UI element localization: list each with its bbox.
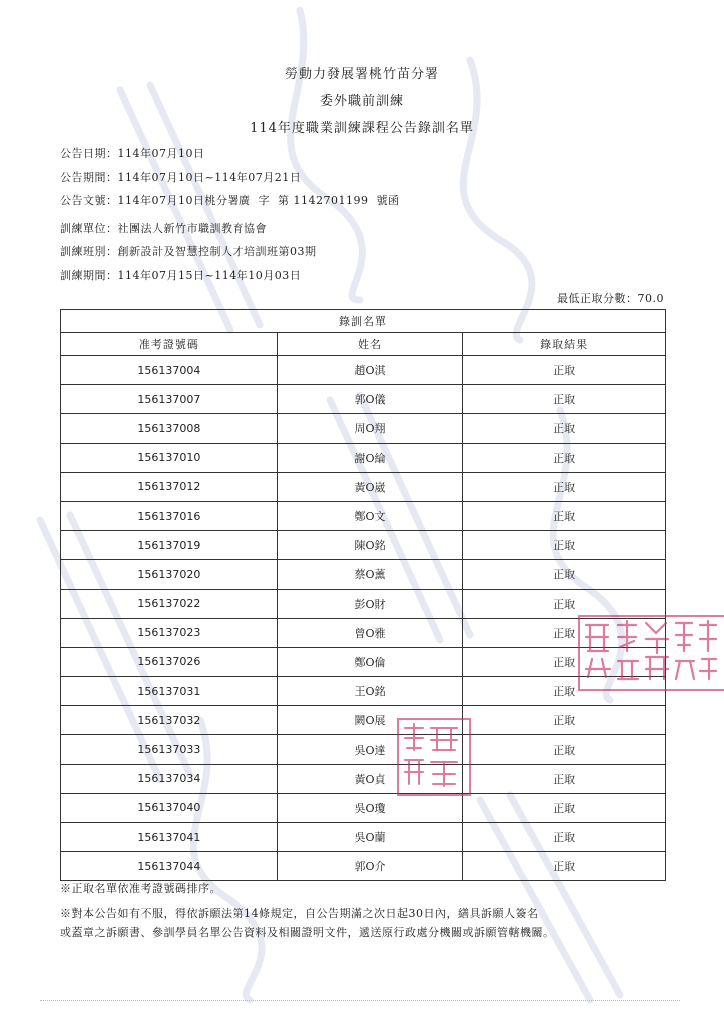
meta-training-period — [60, 267, 301, 283]
table-row — [61, 385, 666, 414]
name-cell: 吳O蘭 — [277, 823, 463, 852]
result-cell: 正取 — [463, 531, 666, 560]
exam-number-cell: 156137026 — [61, 647, 278, 676]
name-cell: 蔡O薰 — [277, 560, 463, 589]
result-cell: 正取 — [463, 793, 666, 822]
exam-number-cell: 156137044 — [61, 852, 278, 881]
table-row — [61, 793, 666, 822]
document-title: 114年度職業訓練課程公告錄訓名單 — [250, 121, 474, 136]
name-cell: 謝O綸 — [277, 443, 463, 472]
meta-training-unit — [60, 220, 267, 236]
program-title: 委外職前訓練 — [319, 94, 404, 109]
name-cell: 趙O淇 — [277, 356, 463, 385]
table-row — [61, 618, 666, 647]
meta-label: 公告文號： — [60, 194, 118, 207]
meta-value: 114年07月10日桃分署廣 字 第 1142701199 號函 — [117, 194, 400, 207]
exam-number-cell: 156137032 — [61, 706, 278, 735]
meta-training-class — [60, 243, 317, 259]
note-sort-order: ※正取名單依准考證號碼排序。 — [60, 882, 221, 895]
name-cell: 周O翔 — [277, 414, 463, 443]
name-cell: 郭O儀 — [277, 385, 463, 414]
exam-number-cell: 156137007 — [61, 385, 278, 414]
table-row — [61, 764, 666, 793]
roster-table — [60, 309, 666, 881]
column-header-result: 錄取結果 — [463, 333, 666, 356]
exam-number-cell: 156137019 — [61, 531, 278, 560]
meta-value: 114年07月10日~114年07月21日 — [117, 171, 302, 184]
official-seal-stamp — [578, 615, 724, 691]
agency-title: 勞動力發展署桃竹苗分署 — [284, 67, 439, 82]
table-row — [61, 647, 666, 676]
name-cell: 曾O雅 — [277, 618, 463, 647]
result-cell: 正取 — [463, 647, 666, 676]
result-cell: 正取 — [463, 414, 666, 443]
result-cell: 正取 — [463, 501, 666, 530]
table-row — [61, 531, 666, 560]
meta-value: 社團法人新竹市職訓教育協會 — [117, 222, 267, 235]
name-cell: 吳O達 — [277, 735, 463, 764]
meta-value: 114年07月10日 — [117, 147, 205, 160]
column-header-exam-number: 准考證號碼 — [61, 333, 278, 356]
meta-label: 公告期間： — [60, 171, 118, 184]
result-cell: 正取 — [463, 618, 666, 647]
meta-announce-period — [60, 169, 301, 185]
name-cell: 闕O展 — [277, 706, 463, 735]
exam-number-cell: 156137012 — [61, 472, 278, 501]
meta-document-number — [60, 192, 399, 208]
result-cell: 正取 — [463, 764, 666, 793]
result-cell: 正取 — [463, 472, 666, 501]
table-row — [61, 677, 666, 706]
table-row — [61, 472, 666, 501]
meta-announce-date — [60, 145, 205, 161]
name-cell: 吳O瓊 — [277, 793, 463, 822]
exam-number-cell: 156137041 — [61, 823, 278, 852]
table-row — [61, 589, 666, 618]
note-appeal-line-1: ※對本公告如有不服，得依訴願法第14條規定，自公告期滿之次日起30日內，繕具訴願人簽名 — [60, 907, 539, 920]
exam-number-cell: 156137016 — [61, 501, 278, 530]
result-cell: 正取 — [463, 385, 666, 414]
roster-caption: 錄訓名單 — [61, 310, 666, 333]
name-cell: 郭O介 — [277, 852, 463, 881]
exam-number-cell: 156137023 — [61, 618, 278, 647]
exam-number-cell: 156137031 — [61, 677, 278, 706]
meta-label: 訓練期間： — [60, 269, 118, 282]
table-row — [61, 560, 666, 589]
exam-number-cell: 156137008 — [61, 414, 278, 443]
table-row — [61, 823, 666, 852]
table-row — [61, 501, 666, 530]
result-cell: 正取 — [463, 706, 666, 735]
name-cell: 陳O銘 — [277, 531, 463, 560]
name-cell: 王O銘 — [277, 677, 463, 706]
exam-number-cell: 156137020 — [61, 560, 278, 589]
result-cell: 正取 — [463, 735, 666, 764]
result-cell: 正取 — [463, 589, 666, 618]
official-seal-stamp — [397, 718, 471, 796]
result-cell: 正取 — [463, 852, 666, 881]
result-cell: 正取 — [463, 356, 666, 385]
meta-label: 訓練單位： — [60, 222, 118, 235]
min-score: 最低正取分數：70.0 — [557, 292, 664, 305]
name-cell: 鄭O倫 — [277, 647, 463, 676]
result-cell: 正取 — [463, 823, 666, 852]
meta-label: 訓練班別： — [60, 245, 118, 258]
exam-number-cell: 156137010 — [61, 443, 278, 472]
result-cell: 正取 — [463, 560, 666, 589]
name-cell: 鄭O文 — [277, 501, 463, 530]
exam-number-cell: 156137033 — [61, 735, 278, 764]
exam-number-cell: 156137040 — [61, 793, 278, 822]
table-row — [61, 706, 666, 735]
name-cell: 黃O崴 — [277, 472, 463, 501]
exam-number-cell: 156137022 — [61, 589, 278, 618]
column-header-name: 姓名 — [277, 333, 463, 356]
name-cell: 黃O貞 — [277, 764, 463, 793]
note-appeal-line-2: 或蓋章之訴願書、參訓學員名單公告資料及相關證明文件，遞送原行政處分機關或訴願管轄機關。 — [60, 926, 555, 939]
result-cell: 正取 — [463, 677, 666, 706]
table-row — [61, 443, 666, 472]
scan-edge-line — [40, 1000, 680, 1001]
table-row — [61, 735, 666, 764]
meta-value: 114年07月15日~114年10月03日 — [117, 269, 302, 282]
meta-value: 創新設計及智慧控制人才培訓班第03期 — [117, 245, 317, 258]
table-row — [61, 414, 666, 443]
table-row — [61, 356, 666, 385]
meta-label: 公告日期： — [60, 147, 118, 160]
result-cell: 正取 — [463, 443, 666, 472]
name-cell: 彭O財 — [277, 589, 463, 618]
table-row — [61, 852, 666, 881]
exam-number-cell: 156137004 — [61, 356, 278, 385]
exam-number-cell: 156137034 — [61, 764, 278, 793]
